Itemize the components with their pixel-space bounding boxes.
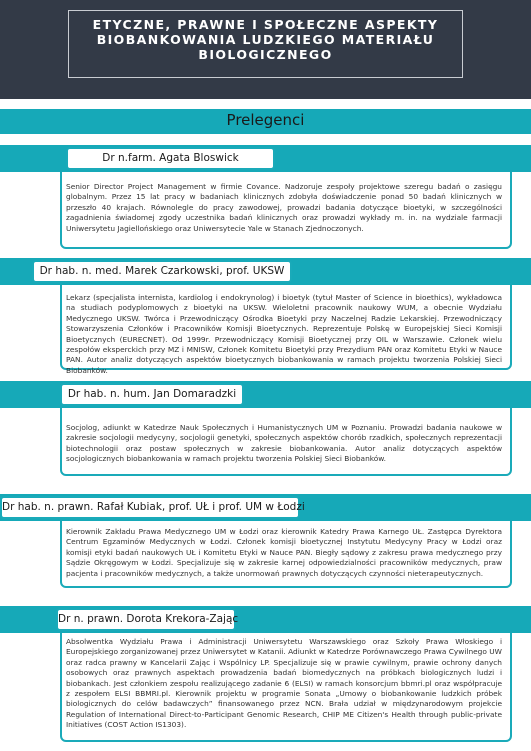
speaker-name: Dr hab. n. hum. Jan Domaradzki — [60, 383, 244, 406]
speaker-bio: Senior Director Project Management w firmie Covance. Nadzoruje zespoły projektowe szeregu badań o zasięgu globalnym. Przez 15 lat pracy w badaniach klinicznych zdobyła doświadczenie ponad 50 badań klinicznych w przeszło 40 krajach. Równolegle do pracy zawodowej, prowadzi badania dotyczące bioetyki, w szczególności zagadnienia świadomej zgody uczestnika badań klinicznych oraz prowadzi wykłady m. in. na wydziale farmacji Uniwersytetu Jagiellońskiego oraz Uniwersytecie Yale w Stanach Zjednoczonych. — [66, 182, 502, 233]
speaker-bio: Socjolog, adiunkt w Katedrze Nauk Społecznych i Humanistycznych UM w Poznaniu. Prowadzi badania naukowe w zakresie socjologii medycyny, socjologii genetyki, społecznych aspektów chorób rzadkich, społecznych reprezentacji biotechnologii oraz postaw społecznych w zakresie biobankowania. Autor analiz dotyczących aspektów socjologicznych biobankowania w ramach projektu tworzenia Polskiej Sieci Biobanków. — [66, 423, 502, 464]
speaker-bio: Kierownik Zakładu Prawa Medycznego UM w Łodzi oraz kierownik Katedry Prawa Karnego UŁ. Zastępca Dyrektora Centrum Egzaminów Medycznych w Łodzi. Członek komisji bioetycznej Instytutu Medycyny Pracy w Łodzi oraz komisji etyki badań naukowych UŁ i Komitetu Etyki w Nauce PAN. Biegły sądowy z zakresu prawa medycznego przy Sądzie Okręgowym w Łodzi. Specjalizuje się w zakresie karnej odpowiedzialności pracowników medycznych, praw pacjenta i pracowników medycznych, a także unormowań prawnych dotyczących czynności nieterapeutycznych. — [66, 527, 502, 578]
section-title: Prelegenci — [226, 111, 305, 129]
speaker-name: Dr n.farm. Agata Bloswick — [66, 147, 275, 170]
speaker-name: Dr hab. n. prawn. Rafał Kubiak, prof. UŁ i prof. UM w Łodzi — [0, 496, 300, 519]
speaker-bio: Absolwentka Wydziału Prawa i Administracji Uniwersytetu Warszawskiego oraz Szkoły Prawa Włoskiego i Europejskiego zorganizowanej przez Uniwersytet w Katanii. Adiunkt w Katedrze Porównawczego Prawa Cywilnego UW oraz radca prawny w Kancelarii Zając i Wspólnicy LP. Specjalizuje się w prawie cywilnym, prawie ochrony danych osobowych oraz prawnych aspektach prowadzenia badań biomedycznych na próbkach biologicznych ludzi i biobankach. Jest członkiem zespołu realizującego zadanie 6 (ELSI) w ramach konsorcjum bbmri.pl oraz współpracuje z zespołem ELSI BBMRI.pl. Kierownik projektu w programie Sonata „Umowy o biobankowanie ludzkich próbek biologicznych do celów badawczych” finansowanego przez NCN. Brała udział w międzynarodowym projekcie Regulation of International Direct-to-Participant Genomic Research, CHIP ME Citizen's Health through public-private Initiatives (COST Action IS1303). — [66, 637, 502, 730]
speaker-bio: Lekarz (specjalista internista, kardiolog i endokrynolog) i bioetyk (tytuł Master of Science in bioethics), wykładowca na studiach podyplomowych z bioetyki na UKSW. Wieloletni pracownik naukowy WUM, a obecnie Wydziału Medycznego UKSW. Twórca i Przewodniczący Ośrodka Bioetyki przy Naczelnej Radzie Lekarskiej. Przewodniczący Stowarzyszenia Członków i Pracowników Komisji Bioetycznych. Reprezentuje Polskę w Europejskiej Sieci Komisji Bioetycznych (EURECNET). Od 1999r. Przewodniczący Komisji Bioetycznej przy OIL w Warszawie. Członek wielu zespołów eksperckich przy MZ i MNISW, Członek Komitetu Bioetyki przy Prezydium PAN oraz Komitetu Etyki w Nauce PAN. Autor analiz dotyczących aspektów bioetycznych biobankowania w ramach projektu tworzenia Polskiej Sieci Biobanków. — [66, 293, 502, 375]
speaker-name: Dr hab. n. med. Marek Czarkowski, prof. UKSW — [32, 260, 292, 283]
speaker-name: Dr n. prawn. Dorota Krekora-Zając — [56, 608, 236, 631]
page-title: ETYCZNE, PRAWNE I SPOŁECZNE ASPEKTY BIOBANKOWANIA LUDZKIEGO MATERIAŁU BIOLOGICZNEGO — [92, 17, 439, 62]
